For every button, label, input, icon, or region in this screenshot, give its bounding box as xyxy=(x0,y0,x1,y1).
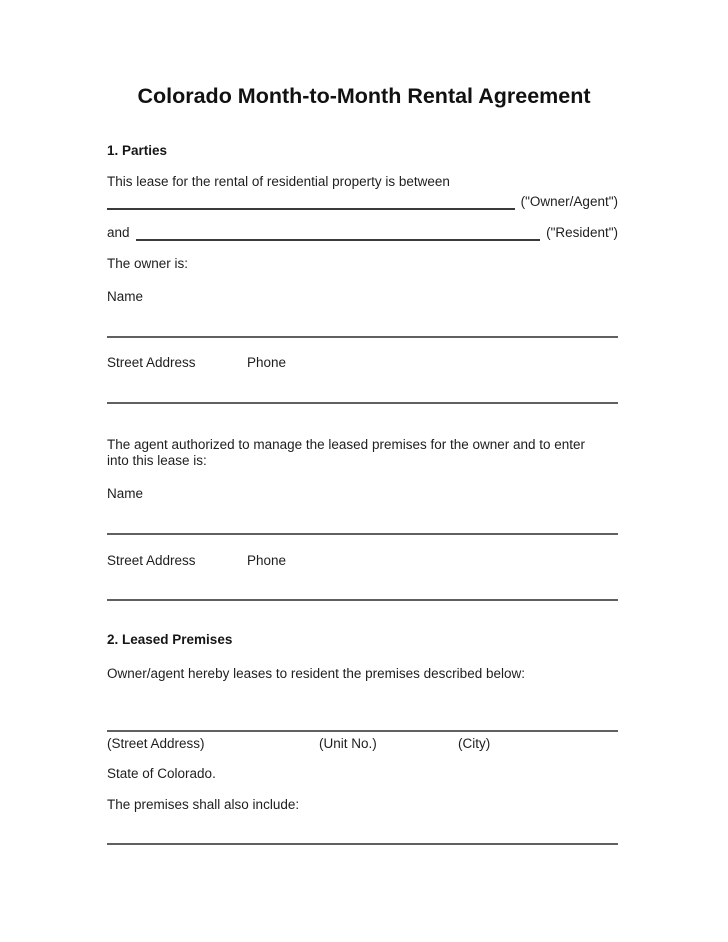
section-2-heading: 2. Leased Premises xyxy=(107,632,233,647)
owner-name-blank-line[interactable] xyxy=(107,336,618,338)
owner-phone-label: Phone xyxy=(247,355,287,370)
owner-agent-name-blank[interactable] xyxy=(107,195,515,210)
section-1-heading: 1. Parties xyxy=(107,143,168,158)
owner-agent-label: ("Owner/Agent") xyxy=(520,194,618,209)
agent-contact-labels xyxy=(107,553,618,569)
owner-is-text: The owner is: xyxy=(107,256,189,271)
premises-unit-label: (Unit No.) xyxy=(319,736,377,751)
agent-name-blank-line[interactable] xyxy=(107,533,618,535)
premises-intro-text: Owner/agent hereby leases to resident the premises described below: xyxy=(107,666,525,681)
premises-address-labels xyxy=(107,736,618,752)
resident-label: ("Resident") xyxy=(546,225,618,240)
agent-phone-label: Phone xyxy=(247,553,287,568)
parties-intro-text: This lease for the rental of residential property is between xyxy=(107,174,450,189)
owner-agent-row xyxy=(107,193,618,210)
resident-row xyxy=(107,224,618,241)
premises-street-address-label: (Street Address) xyxy=(107,736,205,751)
owner-contact-labels xyxy=(107,355,618,371)
owner-contact-blank-line[interactable] xyxy=(107,402,618,404)
premises-include-text: The premises shall also include: xyxy=(107,797,300,812)
agent-name-label: Name xyxy=(107,486,144,501)
agent-intro-text: The agent authorized to manage the leased premises for the owner and to enter into this lease is: xyxy=(107,437,586,468)
state-of-colorado-text: State of Colorado. xyxy=(107,766,216,781)
resident-name-blank[interactable] xyxy=(136,226,541,241)
premises-address-blank-line[interactable] xyxy=(107,730,618,732)
agent-contact-blank-line[interactable] xyxy=(107,599,618,601)
premises-include-blank-line[interactable] xyxy=(107,843,618,845)
owner-street-address-label: Street Address xyxy=(107,355,196,370)
premises-city-label: (City) xyxy=(458,736,491,751)
document-title: Colorado Month-to-Month Rental Agreement xyxy=(137,84,591,108)
agent-street-address-label: Street Address xyxy=(107,553,196,568)
and-word: and xyxy=(107,225,130,240)
owner-name-label: Name xyxy=(107,289,144,304)
